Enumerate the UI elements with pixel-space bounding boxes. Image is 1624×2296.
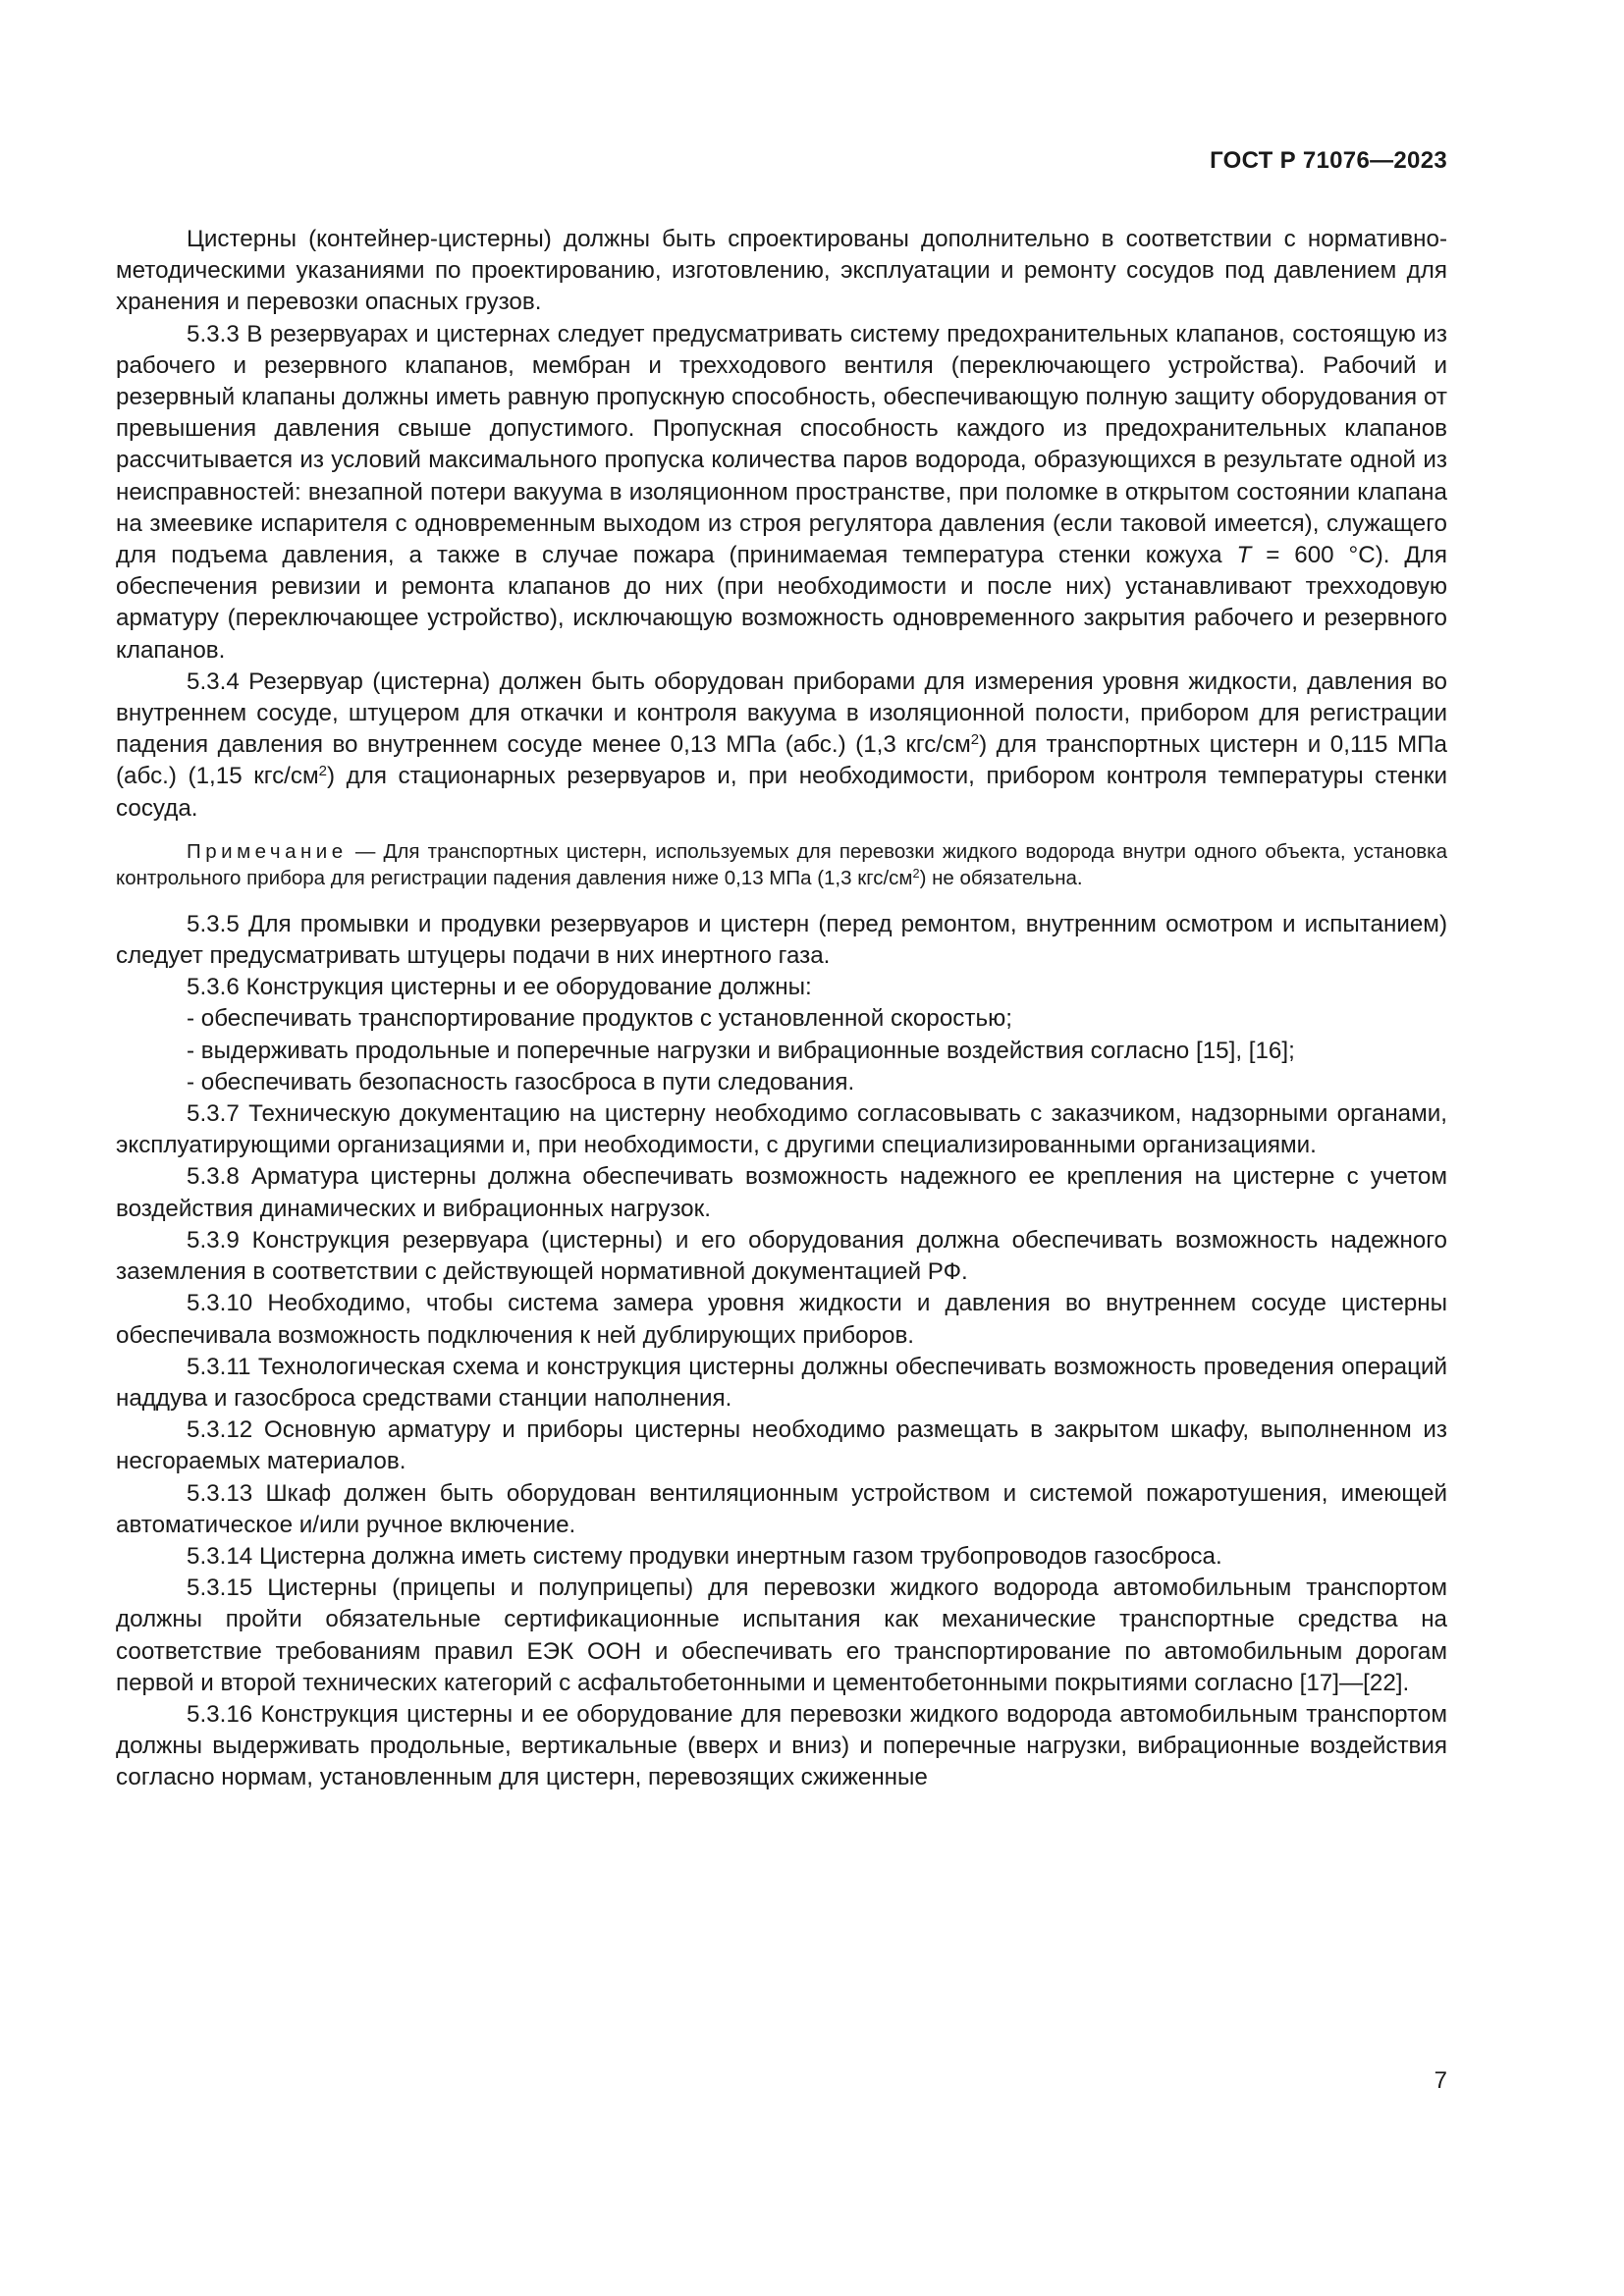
document-body — [116, 224, 1447, 1794]
paragraph-5-3-4 — [116, 667, 1447, 825]
list-item: - обеспечивать безопасность газосброса в пути следования. — [187, 1068, 855, 1095]
paragraph-5-3-16: 5.3.16 Конструкция цистерны и ее оборудование для перевозки жидкого водорода автомобильным транспортом должны выдерживать продольные, вертикальные (вверх и вниз) и поперечные нагрузки, вибрационные воздействия согласно нормам, установленным для цистерн, перевозящих сжиженные — [116, 1700, 1447, 1791]
note-label: Примечание — [187, 839, 348, 863]
note-text-a: — Для транспортных цистерн, используемых для перевозки жидкого водорода внутри одного объекта, установка контрольного прибора для регистрации падения давления ниже 0,13 МПа (1,3 кгс/см — [116, 839, 1447, 889]
paragraph-5-3-3-text-b: = 600 °С). Для обеспечения ревизии и ремонта клапанов до них (при необходимости и после них) устанавливают трехходовую арматуру (переключающее устройство), исключающую возможность одновременного закрытия рабочего и резервного клапанов. — [116, 542, 1447, 664]
paragraph-5-3-11: 5.3.11 Технологическая схема и конструкция цистерны должны обеспечивать возможность проведения операций наддува и газосброса средствами станции наполнения. — [116, 1353, 1447, 1412]
note-text-b: ) не обязательна. — [919, 866, 1083, 889]
paragraph-5-3-3-text-a: 5.3.3 В резервуарах и цистернах следует предусматривать систему предохранительных клапанов, состоящую из рабочего и резервного клапанов, мембран и трехходового вентиля (переключающего устройства). Рабочий и резервный клапаны должны иметь равную пропускную способность, обеспечивающую полную защиту оборудования от превышения давления свыше допустимого. Пропускная способность каждого из предохранительных клапанов рассчитывается из условий максимального пропуска количества паров водорода, образующихся в результате одной из неисправностей: внезапной потери вакуума в изоляционном пространстве, при поломке в открытом состоянии клапана на змеевике испарителя с одновременным выходом из строя регулятора давления (если таковой имеется), служащего для подъема давления, а также в случае пожара (принимаемая температура стенки кожуха — [116, 320, 1447, 569]
paragraph-5-3-4-text-a: 5.3.4 Резервуар (цистерна) должен быть оборудован приборами для измерения уровня жидкости, давления во внутреннем сосуде, штуцером для откачки и контроля вакуума в изоляционной полости, прибором для регистрации падения давления во внутреннем сосуде менее 0,13 МПа (абс.) (1,3 кгс/см — [116, 667, 1447, 759]
superscript-2: 2 — [912, 865, 920, 881]
paragraph-5-3-9: 5.3.9 Конструкция резервуара (цистерны) и его оборудования должна обеспечивать возможность надежного заземления в соответствии с действующей нормативной документацией РФ. — [116, 1226, 1447, 1286]
superscript-2: 2 — [318, 763, 327, 780]
paragraph-5-3-7: 5.3.7 Техническую документацию на цистерну необходимо согласовывать с заказчиком, надзорными органами, эксплуатирующими организациями и, при необходимости, с другими специализированными организациями. — [116, 1100, 1447, 1159]
paragraph-5-3-12: 5.3.12 Основную арматуру и приборы цистерны необходимо размещать в закрытом шкафу, выполненном из несгораемых материалов. — [116, 1416, 1447, 1475]
paragraph-continuation: Цистерны (контейнер-цистерны) должны быть спроектированы дополнительно в соответствии с нормативно-методическими указаниями по проектированию, изготовлению, эксплуатации и ремонту сосудов под давлением для хранения и перевозки опасных грузов. — [116, 226, 1447, 316]
list-item: - обеспечивать транспортирование продуктов с установленной скоростью; — [187, 1005, 1012, 1033]
paragraph-5-3-4-text-b: ) для транспортных цистерн и 0,115 МПа (абс.) (1,15 кгс/см — [116, 731, 1447, 790]
paragraph-5-3-13: 5.3.13 Шкаф должен быть оборудован вентиляционным устройством и системой пожаротушения, имеющей автоматическое и/или ручное включение. — [116, 1479, 1447, 1538]
paragraph-5-3-10: 5.3.10 Необходимо, чтобы система замера уровня жидкости и давления во внутреннем сосуде цистерны обеспечивала возможность подключения к ней дублирующих приборов. — [116, 1290, 1447, 1349]
paragraph-5-3-8: 5.3.8 Арматура цистерны должна обеспечивать возможность надежного ее крепления на цистерне с учетом воздействия динамических и вибрационных нагрузок. — [116, 1163, 1447, 1222]
list-item: - выдерживать продольные и поперечные нагрузки и вибрационные воздействия согласно [15], [16]; — [187, 1037, 1295, 1064]
superscript-2: 2 — [970, 731, 980, 748]
document-code-header: ГОСТ Р 71076—2023 — [1210, 147, 1447, 174]
paragraph-5-3-14: 5.3.14 Цистерна должна иметь систему продувки инертным газом трубопроводов газосброса. — [187, 1542, 1222, 1570]
note-paragraph — [116, 838, 1447, 891]
paragraph-5-3-3 — [116, 319, 1447, 667]
temperature-variable: T — [1236, 542, 1252, 569]
paragraph-5-3-6: 5.3.6 Конструкция цистерны и ее оборудование должны: — [187, 974, 812, 1001]
paragraph-5-3-15: 5.3.15 Цистерны (прицепы и полуприцепы) для перевозки жидкого водорода автомобильным транспортом должны пройти обязательные сертификационные испытания как механические транспортные средства на соответствие требованиям правил ЕЭК ООН и обеспечивать его транспортирование по автомобильным дорогам первой и второй технических категорий с асфальтобетонными и цементобетонными покрытиями согласно [17]—[22]. — [116, 1575, 1447, 1696]
page-number: 7 — [1434, 2067, 1447, 2094]
paragraph-5-3-4-text-c: ) для стационарных резервуаров и, при необходимости, прибором контроля температуры стенки сосуда. — [116, 763, 1447, 822]
paragraph-5-3-5: 5.3.5 Для промывки и продувки резервуаров и цистерн (перед ремонтом, внутренним осмотром и испытанием) следует предусматривать штуцеры подачи в них инертного газа. — [116, 910, 1447, 970]
